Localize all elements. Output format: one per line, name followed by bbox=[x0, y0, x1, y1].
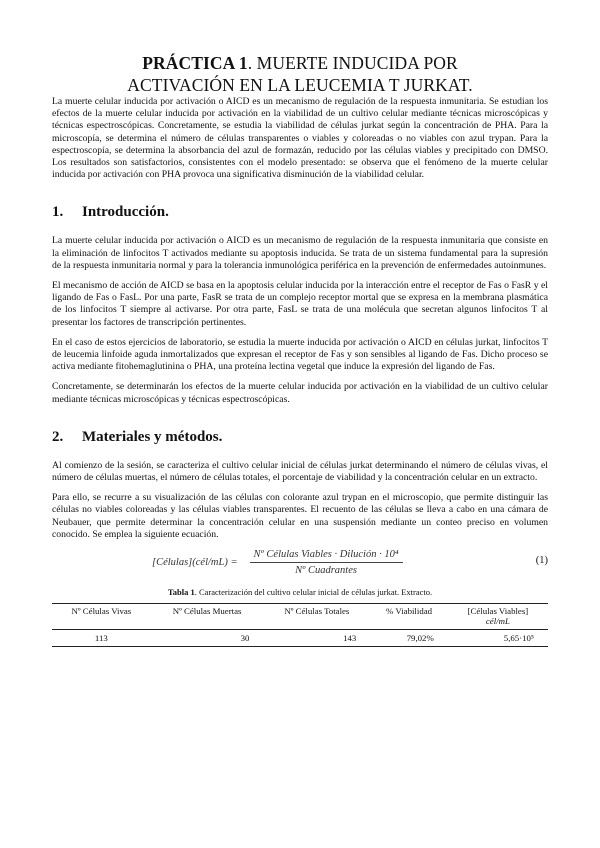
table-header: Nº Células Muertas bbox=[151, 604, 264, 630]
abstract: La muerte celular inducida por activación o AICD es un mecanismo de regulación de la respuesta inmunitaria. Se estudian los efectos de la muerte celular inducida por activación en la viabilidad de un cultivo celular mediante técnicas microscópicas y técnicas espectroscópicas. Concretamente, se estudia la viabilidad de células jurkat según la concentración de PHA. Para la microscopía, se determina el número de células transparentes o viables y coloreadas o no viables con azul trypan. Para la espectroscopía, se determina la absorbancia del azul de formazán, reducido por las células viables y precipitado con DMSO. Los resultados son satisfactorios, consistentes con el modelo presentado: se observa que el fenómeno de la muerte celular inducida por activación con PHA provoca una significativa disminución de la viabilidad celular. bbox=[52, 96, 548, 181]
table-header: % Viabilidad bbox=[370, 604, 447, 630]
section-1-heading bbox=[52, 203, 548, 221]
table-row bbox=[52, 630, 548, 647]
table-header-unit: cél/mL bbox=[485, 616, 510, 627]
equation bbox=[152, 549, 403, 576]
table-header-label: [Células Viables] bbox=[467, 606, 529, 617]
document-title bbox=[52, 0, 548, 96]
equation-fraction bbox=[250, 549, 403, 576]
table-header: Nº Células Totales bbox=[263, 604, 370, 630]
table-cell: 5,65·10⁵ bbox=[448, 630, 548, 647]
table-cell: 30 bbox=[151, 630, 264, 647]
equation-numerator: Nº Células Viables · Dilución · 10⁴ bbox=[250, 549, 403, 563]
table-header-viable-concentration bbox=[448, 604, 548, 630]
equation-row bbox=[52, 547, 548, 583]
table-cell: 113 bbox=[52, 630, 151, 647]
title-line1-rest: . MUERTE INDUCIDA POR bbox=[247, 53, 458, 73]
title-bold: PRÁCTICA 1 bbox=[142, 53, 248, 73]
table-cell: 79,02% bbox=[370, 630, 447, 647]
equation-number: (1) bbox=[535, 555, 548, 567]
section-2-heading bbox=[52, 428, 548, 446]
title-line-2: ACTIVACIÓN EN LA LEUCEMIA T JURKAT. bbox=[127, 75, 473, 95]
table-caption bbox=[52, 587, 548, 597]
intro-paragraph-1: La muerte celular inducida por activación o AICD es un mecanismo de regulación de la respuesta inmunitaria que consiste en la eliminación de linfocitos T activados mediante su apoptosis inducida. Se trata de un sistema fundamental para la supresión de la respuesta inmunitaria normal y para la tolerancia inmunológica periférica en la prevención de enfermedades autoinmunes. bbox=[52, 235, 548, 271]
methods-paragraph-2: Para ello, se recurre a su visualización de las células con colorante azul trypan en el microscopio, que permite distinguir las células no viables coloreadas y las células viables transparentes. El recuento de las células se lleva a cabo en una cámara de Neubauer, que permite determinar la concentración celular en una suspensión mediante un conteo preciso en volumen conocido. Se emplea la siguiente ecuación. bbox=[52, 492, 548, 540]
methods-paragraph-1: Al comienzo de la sesión, se caracteriza el cultivo celular inicial de células jurkat determinando el número de células vivas, el número de células muertas, el número de células totales, el porcentaje de viabilidad y la concentración celular en un extracto. bbox=[52, 459, 548, 484]
title-line-1 bbox=[52, 52, 548, 74]
section-1-title: Introducción. bbox=[82, 204, 169, 221]
table-cell: 143 bbox=[263, 630, 370, 647]
intro-paragraph-3: En el caso de estos ejercicios de laboratorio, se estudia la muerte inducida por activación o AICD en células jurkat, linfocitos T de leucemia linfoide aguda inmortalizados que expresan el receptor de Fas y son sensibles al ligando de Fas. Dicho proceso se activa mediante fitohemaglutinina o PHA, una proteína lectina vegetal que induce la expresión del ligando de Fas. bbox=[52, 336, 548, 373]
table-caption-label: Tabla 1 bbox=[167, 587, 195, 598]
characterization-table bbox=[52, 603, 548, 647]
equation-lhs: [Células](cél/mL) = bbox=[152, 557, 238, 569]
section-1-number: 1. bbox=[52, 204, 64, 221]
table-header: Nº Células Vivas bbox=[52, 604, 151, 630]
intro-paragraph-2: El mecanismo de acción de AICD se basa en la apoptosis celular inducida por la interacción entre el receptor de Fas o FasR y el ligando de Fas o FasL. Por una parte, FasR se trata de un complejo receptor mortal que se expresa en la membrana plasmática de los linfocitos T siempre al activarse. Por otra parte, FasL se trata de una molécula que secretan algunos linfocitos T al presentar los factores de transcripción pertinentes. bbox=[52, 280, 548, 328]
equation-denominator: Nº Cuadrantes bbox=[295, 565, 357, 577]
intro-paragraph-4: Concretamente, se determinarán los efectos de la muerte celular inducida por activación en la viabilidad de un cultivo celular mediante técnicas microscópicas y técnicas espectroscópicas. bbox=[52, 381, 548, 405]
section-2-number: 2. bbox=[52, 428, 64, 445]
table-header-row bbox=[52, 604, 548, 630]
table-caption-text: . Caracterización del cultivo celular inicial de células jurkat. Extracto. bbox=[194, 587, 433, 598]
section-2-title: Materiales y métodos. bbox=[82, 428, 223, 445]
